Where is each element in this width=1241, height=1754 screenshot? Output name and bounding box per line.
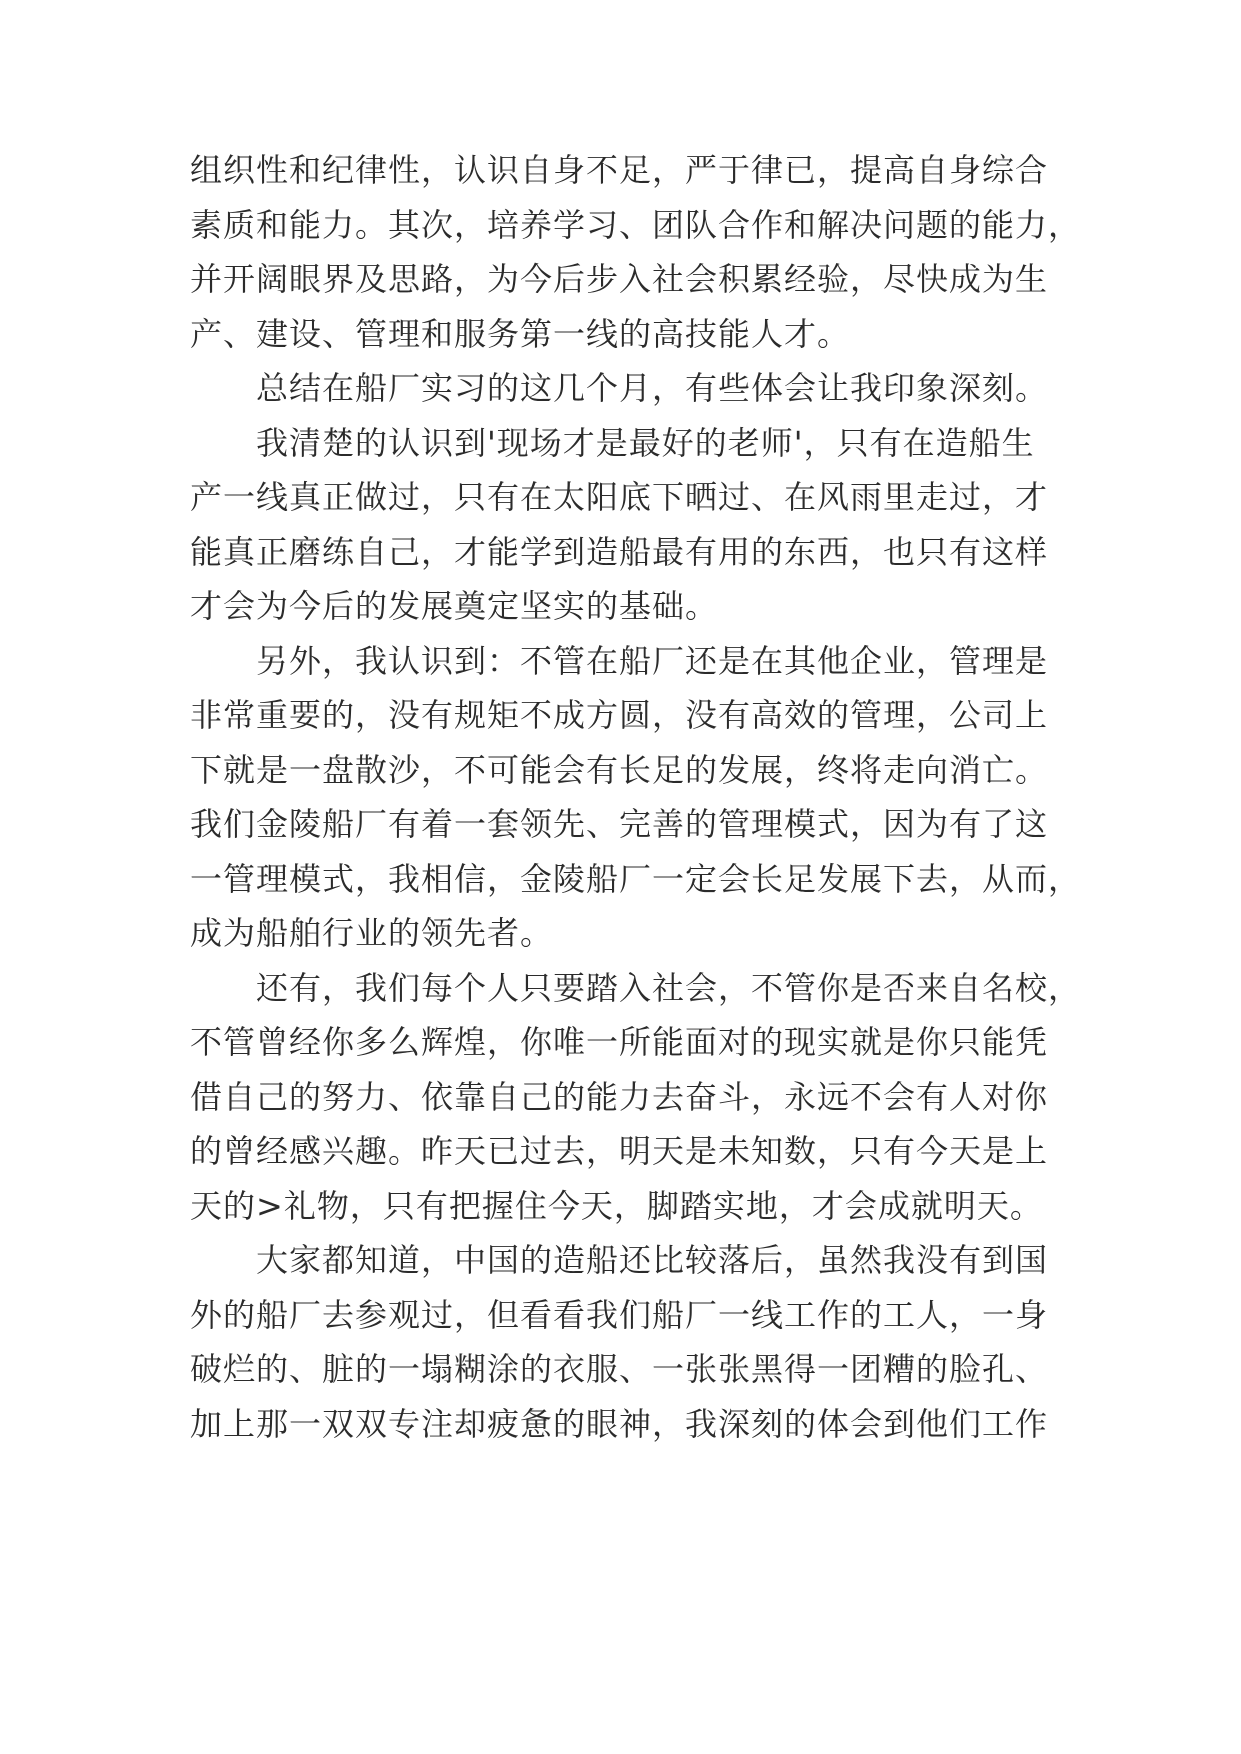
text-line-1: 组织性和纪律性，认识自身不足，严于律已，提高自身综合 <box>190 151 1049 189</box>
text-line-8: 能真正磨练自己，才能学到造船最有用的东西，也只有这样 <box>190 533 1049 571</box>
text-line-11: 非常重要的，没有规矩不成方圆，没有高效的管理，公司上 <box>190 696 1049 734</box>
paragraph-start-line: 还有，我们每个人只要踏入社会，不管你是否来自名校， <box>256 969 1082 1007</box>
text-line-13: 我们金陵船厂有着一套领先、完善的管理模式，因为有了这 <box>190 805 1049 843</box>
text-line-14: 一管理模式，我相信，金陵船厂一定会长足发展下去，从而， <box>190 860 1082 898</box>
text-line-15: 成为船舶行业的领先者。 <box>190 914 554 952</box>
text-line-18: 借自己的努力、依靠自己的能力去奋斗，永远不会有人对你 <box>190 1078 1049 1116</box>
text-line-19: 的曾经感兴趣。昨天已过去，明天是未知数，只有今天是上 <box>190 1132 1049 1170</box>
text-line-2: 素质和能力。其次，培养学习、团队合作和解决问题的能力， <box>190 206 1082 244</box>
text-line-20: 天的>礼物，只有把握住今天，脚踏实地，才会成就明天。 <box>190 1187 1043 1225</box>
paragraph-start-line: 我清楚的认识到'现场才是最好的老师'，只有在造船生 <box>256 424 1035 462</box>
paragraph-start-line: 总结在船厂实习的这几个月，有些体会让我印象深刻。 <box>256 369 1049 407</box>
text-line-22: 外的船厂去参观过，但看看我们船厂一线工作的工人，一身 <box>190 1296 1049 1334</box>
text-line-24: 加上那一双双专注却疲惫的眼神，我深刻的体会到他们工作 <box>190 1405 1049 1443</box>
paragraph-start-line: 另外，我认识到：不管在船厂还是在其他企业，管理是 <box>256 642 1049 680</box>
text-line-7: 产一线真正做过，只有在太阳底下晒过、在风雨里走过，才 <box>190 478 1049 516</box>
paragraph-start-line: 大家都知道，中国的造船还比较落后，虽然我没有到国 <box>256 1241 1049 1279</box>
text-line-17: 不管曾经你多么辉煌，你唯一所能面对的现实就是你只能凭 <box>190 1023 1049 1061</box>
text-line-23: 破烂的、脏的一塌糊涂的衣服、一张张黑得一团糟的脸孔、 <box>190 1350 1049 1388</box>
text-line-9: 才会为今后的发展奠定坚实的基础。 <box>190 587 719 625</box>
text-line-4: 产、建设、管理和服务第一线的高技能人才。 <box>190 315 851 353</box>
text-line-3: 并开阔眼界及思路，为今后步入社会积累经验，尽快成为生 <box>190 260 1049 298</box>
text-line-12: 下就是一盘散沙，不可能会有长足的发展，终将走向消亡。 <box>190 751 1049 789</box>
